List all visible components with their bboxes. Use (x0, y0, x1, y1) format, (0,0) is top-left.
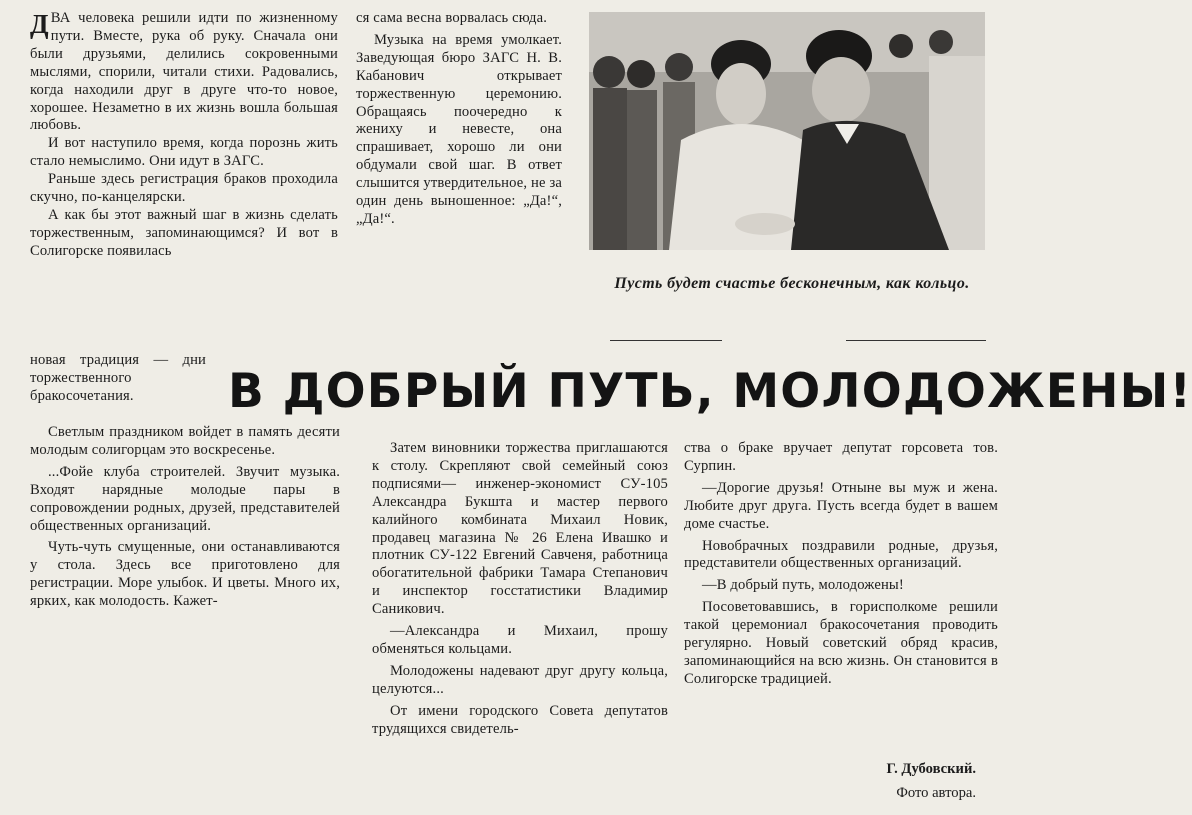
article-paragraph: новая традиция — дни торжественного бракосочетания. (30, 352, 206, 404)
article-paragraph: —В добрый путь, молодожены! (702, 577, 904, 594)
article-paragraph: —Дорогие друзья! Отныне вы муж и жена. Любите друг друга. Пусть всегда будет в вашем доме счастье. (684, 479, 998, 532)
photo-credit: Фото автора. (896, 785, 976, 801)
article-paragraph: Посоветовавшись, в горисполкоме решили такой церемониал бракосочетания проводить регулярно. Новый советский обряд красив, запоминающийся на всю жизнь. Он становится в Солигорске традицией. (684, 599, 998, 687)
article-column-1 (30, 10, 338, 261)
article-paragraph: ДВА человека решили идти по жизненному пути. Вместе, рука об руку. Сначала они были друзьями, делились сокровенными мыслями, спорили, читали стихи. Радовались, когда находили друг в друге что-то новое, хорошее. Незаметно в их жизнь вошла большая любовь. (30, 9, 338, 134)
article-paragraph: Чуть-чуть смущенные, они останавливаются у стола. Здесь все приготовлено для регистрации. Море улыбок. И цветы. Много их, ярких, как молодость. Кажет- (30, 539, 340, 610)
article-paragraph: Музыка на время умолкает. Заведующая бюро ЗАГС Н. В. Кабанович открывает торжественную церемонию. Обращаясь поочередно к жениху и невесте, она спрашивает, хорошо ли они обдумали свой шаг. В ответ слышится утвердительное, не за один день выношенное: „Да!“, „Да!“. (356, 31, 562, 227)
article-column-1-wrap (30, 352, 206, 406)
wedding-photo (589, 12, 985, 250)
article-paragraph: Новобрачных поздравили родные, друзья, представители общественных организаций. (684, 537, 998, 572)
article-paragraph: ся сама весна ворвалась сюда. (356, 10, 548, 26)
article-paragraph: Раньше здесь регистрация браков проходила скучно, по-канцелярски. (30, 171, 338, 206)
divider-rule (610, 340, 722, 341)
article-column-2 (356, 10, 562, 229)
article-paragraph: ...Фойе клуба строителей. Звучит музыка. Входят нарядные молодые пары в сопровождении родных, друзей, представителей общественных организаций. (30, 463, 340, 534)
article-paragraph: —Александра и Михаил, прошу обменяться кольцами. (372, 623, 668, 657)
divider-rule (846, 340, 986, 341)
article-paragraph: От имени городского Совета депутатов трудящихся свидетель- (372, 702, 668, 737)
drop-cap: Д (30, 9, 49, 39)
couple-photo-image (589, 12, 985, 250)
article-column-1-lower (30, 424, 340, 611)
article-column-4 (684, 440, 998, 689)
article-paragraph: Светлым праздником войдет в память десяти молодым солигорцам это воскресенье. (30, 424, 340, 458)
article-paragraph: ства о браке вручает депутат горсовета тов. Сурпин. (684, 440, 998, 474)
author-signature: Г. Дубовский. (886, 761, 976, 777)
article-column-3 (372, 440, 668, 739)
article-paragraph: Затем виновники торжества приглашаются к столу. Скрепляют свой семейный союз подписями— инженер-экономист СУ-105 Александра Букшта и мастер первого калийного комбината Михаил Новик, продавец магазина № 26 Елена Ивашко и плотник СУ-122 Евгений Савченя, работница обогатительной фабрики Тамара Степанович и инспектор госстатистики Владимир Саникович. (372, 440, 668, 618)
article-paragraph: И вот наступило время, когда порознь жить стало немыслимо. Они идут в ЗАГС. (30, 135, 338, 170)
article-paragraph: Молодожены надевают друг другу кольца, целуются... (372, 662, 668, 697)
article-paragraph: А как бы этот важный шаг в жизнь сделать торжественным, запоминающимся? И вот в Солигорске появилась (30, 206, 338, 259)
article-headline: В ДОБРЫЙ ПУТЬ, МОЛОДОЖЕНЫ! (228, 364, 1192, 419)
photo-caption: Пусть будет счастье бесконечным, как кольцо. (614, 275, 970, 292)
